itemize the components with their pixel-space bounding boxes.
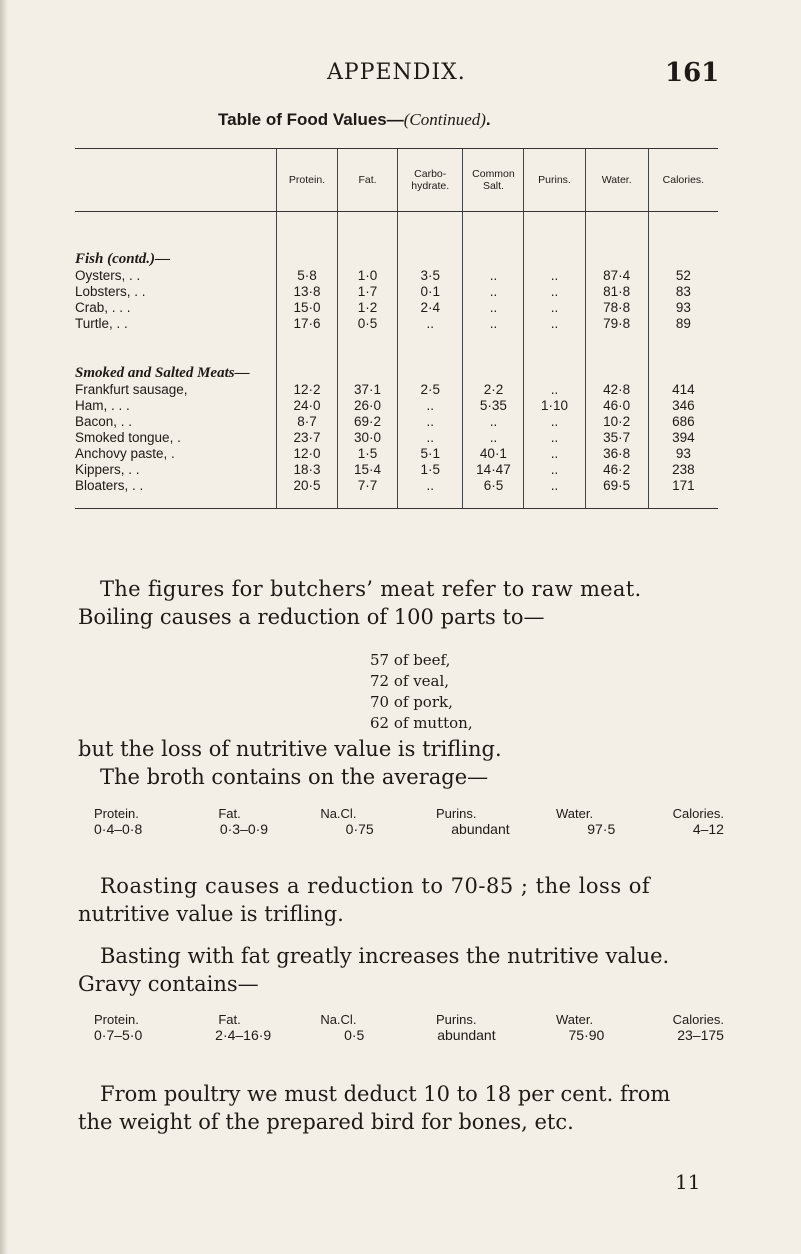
table-cell: 2·5 [398,382,463,398]
table-cell: 1·2 [338,300,398,316]
table-cell: 15·0 [276,300,337,316]
header-blank [75,149,276,212]
gravy-values: 0·7–5·0 2·4–16·9 0·5 abundant 75·90 23–175 [94,1027,724,1043]
table-header-row [75,149,718,212]
table-cell: 15·4 [338,462,398,478]
list-item: 72 of veal, [370,672,450,690]
table-cell: 394 [648,430,718,446]
table-cell: 93 [648,446,718,462]
list-item: 57 of beef, [370,651,451,669]
table-cell: 35·7 [585,430,648,446]
table-cell: 30·0 [338,430,398,446]
empty-cell [463,332,524,382]
table-cell: 79·8 [585,316,648,332]
table-cell: .. [524,478,585,509]
table-cell: 18·3 [276,462,337,478]
food-name: Ham, . . . [75,398,130,413]
table-cell: 686 [648,414,718,430]
food-name: Smoked tongue, . [75,430,181,445]
table-cell: 26·0 [338,398,398,414]
table-cell: 10·2 [585,414,648,430]
header-calories: Calories. [648,149,718,212]
table-cell: 2·4 [398,300,463,316]
table-cell: .. [524,284,585,300]
header-purins: Purins. [524,149,585,212]
broth-composition [94,806,724,837]
table-cell: 89 [648,316,718,332]
running-head-title: APPENDIX. [327,60,466,85]
table-row [75,268,718,284]
food-name: Anchovy paste, . [75,446,175,461]
food-name: Lobsters, . . [75,284,146,299]
table-row [75,478,718,509]
table-cell: 1·10 [524,398,585,414]
table-cell: 81·8 [585,284,648,300]
food-name: Frankfurt sausage, [75,382,188,397]
table-cell: 1·0 [338,268,398,284]
table-cell: 0·1 [398,284,463,300]
running-head [0,60,801,90]
table-cell: .. [524,316,585,332]
table-cell: 78·8 [585,300,648,316]
paragraph-roasting: Roasting causes a reduction to 70-85 ; the loss of nutritive value is trifling. [78,874,651,926]
food-name: Bloaters, . . [75,478,276,509]
broth-values: 0·4–0·8 0·3–0·9 0·75 abundant 97·5 4–12 [94,821,724,837]
header-carbohydrate: Carbo- hydrate. [398,149,463,212]
table-cell: .. [463,268,524,284]
empty-cell [648,212,718,269]
table-cell: .. [398,414,463,430]
table-row [75,430,718,446]
empty-cell [338,212,398,269]
table-row [75,284,718,300]
food-name: Turtle, . . [75,316,128,331]
table-cell: 1·7 [338,284,398,300]
list-item: 70 of pork, [370,693,453,711]
empty-cell [585,332,648,382]
table-cell: 7·7 [338,478,398,509]
table-cell: .. [463,284,524,300]
empty-cell [524,212,585,269]
table-cell: .. [463,316,524,332]
table-cell: 23·7 [276,430,337,446]
table-cell: 171 [648,478,718,509]
table-cell: .. [524,414,585,430]
table-cell: 46·0 [585,398,648,414]
table-cell: 12·2 [276,382,337,398]
food-name: Oysters, . . [75,268,141,283]
broth-headers: Protein. Fat. Na.Cl. Purins. Water. Calories. [94,806,724,821]
table-cell: 46·2 [585,462,648,478]
empty-cell [398,332,463,382]
table-cell: 52 [648,268,718,284]
table-cell: 12·0 [276,446,337,462]
table-cell: .. [463,414,524,430]
table-cell: 17·6 [276,316,337,332]
table-cell: .. [463,430,524,446]
table-cell: 42·8 [585,382,648,398]
table-cell: 5·8 [276,268,337,284]
table-caption: Table of Food Values—(Continued). [218,110,491,129]
table-cell: 8·7 [276,414,337,430]
empty-cell [463,212,524,269]
header-water: Water. [585,149,648,212]
table-cell: 40·1 [463,446,524,462]
table-cell: 36·8 [585,446,648,462]
table-cell: .. [524,462,585,478]
boiling-reduction-list [370,650,473,734]
section-heading-row [75,212,718,269]
signature-mark: 11 [675,1170,701,1194]
gravy-headers: Protein. Fat. Na.Cl. Purins. Water. Calories. [94,1012,724,1027]
food-name: Kippers, . . [75,462,140,477]
paragraph-raw-meat: The figures for butchers’ meat refer to raw meat. Boiling causes a reduction of 100 parts to— [78,577,642,629]
food-name: Crab, . . . [75,300,131,315]
paragraph-basting: Basting with fat greatly increases the nutritive value. Gravy contains— [78,944,670,996]
table-cell: .. [398,430,463,446]
gravy-composition [94,1012,724,1043]
table-cell: 6·5 [463,478,524,509]
empty-cell [276,332,337,382]
table-cell: 93 [648,300,718,316]
table-cell: 14·47 [463,462,524,478]
empty-cell [524,332,585,382]
paragraph-poultry: From poultry we must deduct 10 to 18 per cent. from the weight of the prepared bird for bones, etc. [78,1082,671,1134]
empty-cell [338,332,398,382]
table-cell: .. [524,300,585,316]
paragraph-broth: but the loss of nutritive value is trifling. The broth contains on the average— [78,737,502,789]
page-number: 161 [665,58,720,88]
table-cell: .. [524,446,585,462]
table-row [75,398,718,414]
empty-cell [398,212,463,269]
section-heading: Fish (contd.)— [75,251,171,267]
empty-cell [648,332,718,382]
table-cell: .. [524,382,585,398]
table-cell: .. [398,398,463,414]
table-cell: 69·5 [585,478,648,509]
table-cell: 346 [648,398,718,414]
table-cell: 1·5 [398,462,463,478]
table-cell: 24·0 [276,398,337,414]
food-name: Bacon, . . [75,414,133,429]
table-cell: 0·5 [338,316,398,332]
table-cell: .. [463,300,524,316]
table-row [75,316,718,332]
table-cell: 1·5 [338,446,398,462]
table-cell: .. [398,478,463,509]
table-cell: 20·5 [276,478,337,509]
table-row [75,446,718,462]
section-heading-row [75,332,718,382]
table-cell: 83 [648,284,718,300]
header-common-salt: Common Salt. [463,149,524,212]
table-cell: 238 [648,462,718,478]
table-cell: 414 [648,382,718,398]
table-cell: 2·2 [463,382,524,398]
section-heading: Smoked and Salted Meats— [75,365,250,381]
food-values-table [75,148,718,509]
table-cell: .. [398,316,463,332]
table-cell: .. [524,430,585,446]
table-cell: .. [524,268,585,284]
table-row [75,300,718,316]
empty-cell [276,212,337,269]
table-row [75,382,718,398]
table-cell: 69·2 [338,414,398,430]
list-item: 62 of mutton, [370,714,473,732]
page-spine-shadow [0,0,8,1254]
table-cell: 87·4 [585,268,648,284]
table-cell: 13·8 [276,284,337,300]
table-cell: 5·1 [398,446,463,462]
table-row [75,414,718,430]
table-body [75,212,718,509]
table-cell: 3·5 [398,268,463,284]
table-row [75,462,718,478]
header-protein: Protein. [276,149,337,212]
header-fat: Fat. [338,149,398,212]
table-cell: 5·35 [463,398,524,414]
table-cell: 37·1 [338,382,398,398]
empty-cell [585,212,648,269]
